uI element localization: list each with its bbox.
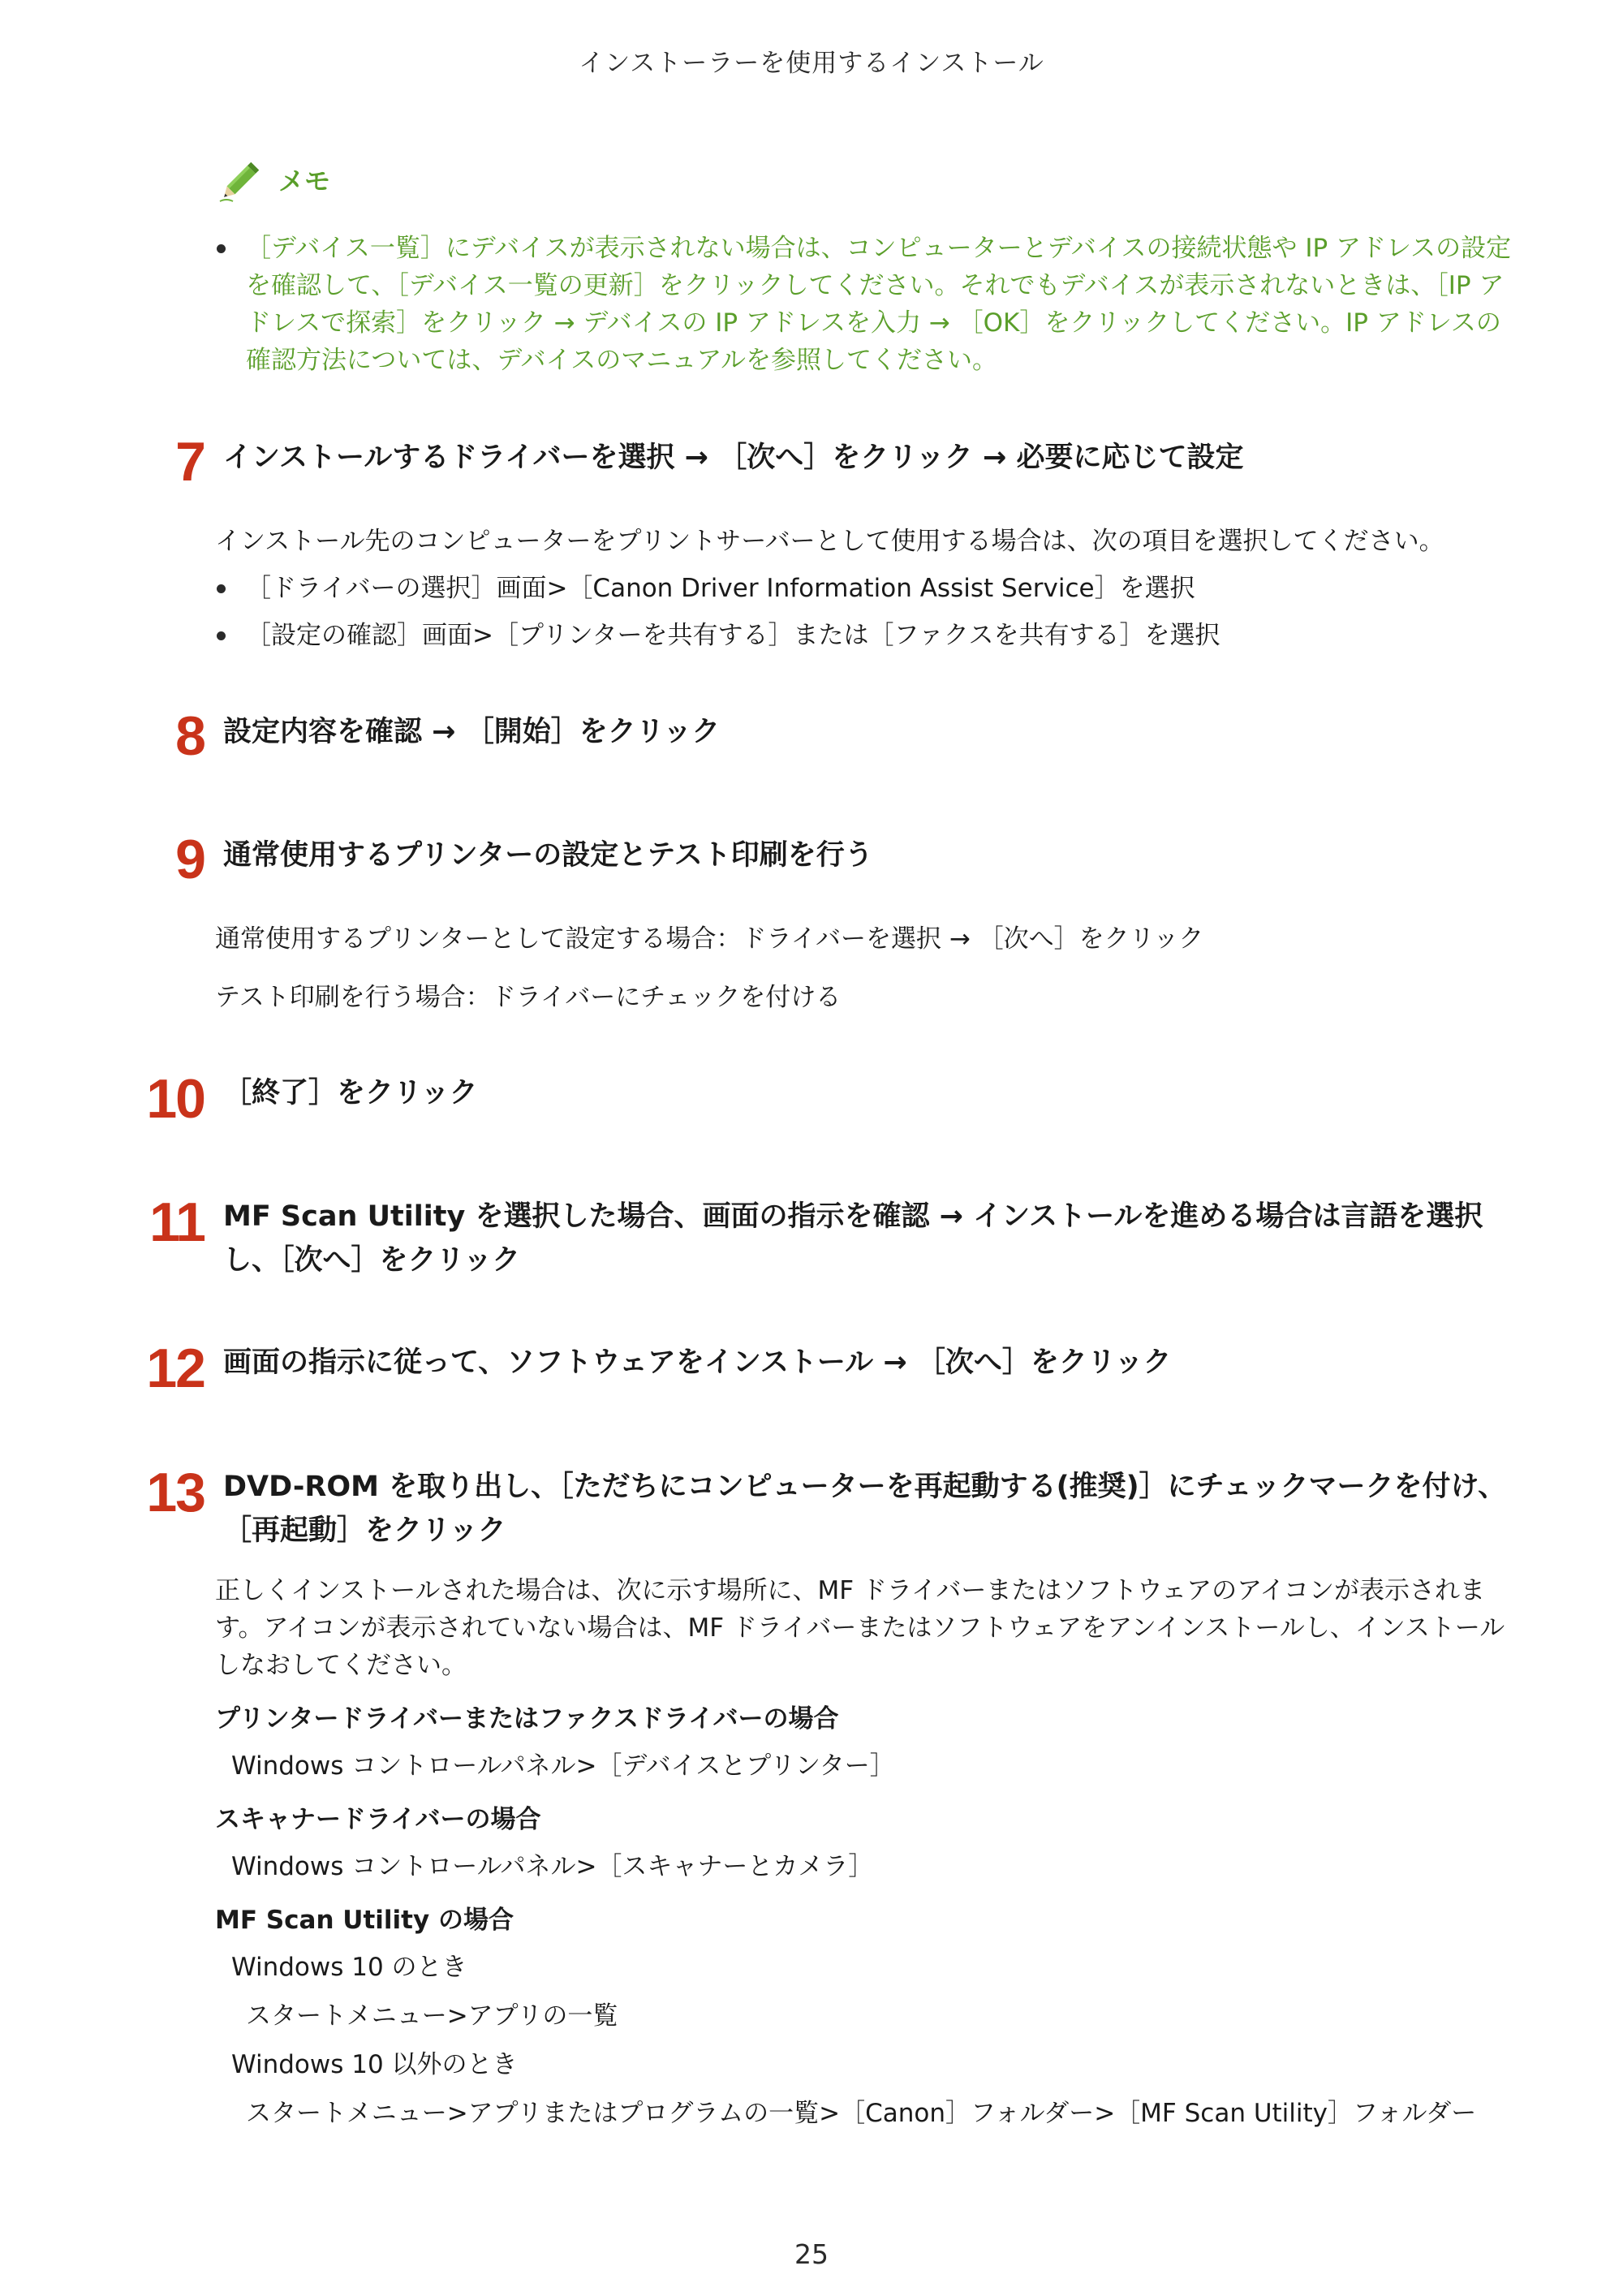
step-7-body [215, 523, 1522, 664]
step-number: 7 [175, 431, 204, 493]
printer-driver-path: Windows コントロールパネル>［デバイスとプリンター］ [231, 1751, 895, 1781]
step-number: 8 [175, 705, 204, 767]
printer-driver-heading: プリンタードライバーまたはファクスドライバーの場合 [215, 1704, 839, 1734]
page-header: インストーラーを使用するインストール [579, 49, 1044, 78]
step-number: 9 [175, 829, 204, 890]
pencil-icon [215, 153, 269, 206]
step-9-body [215, 920, 1522, 1016]
memo-item: ［デバイス一覧］にデバイスが表示されない場合は、コンピューターとデバイスの接続状態や IP アドレスの設定を確認して、［デバイス一覧の更新］をクリックしてください。それでもデバイスが表示されないときは、［IP アドレスで探索］をクリック → デバイスの IP アドレスを入力 → ［OK］をクリックしてください。IP アドレスの確認方法については、デバイスのマニュアルを参照してください。 [215, 230, 1522, 379]
other-windows-label: Windows 10 以外のとき [231, 2050, 518, 2079]
memo-title: メモ [278, 166, 331, 196]
step-title: 画面の指示に従って、ソフトウェアをインストール → ［次へ］をクリック [223, 1346, 1172, 1379]
step-title-line: ［再起動］をクリック [223, 1514, 506, 1547]
windows-10-label: Windows 10 のとき [231, 1953, 467, 1982]
step-title [223, 1465, 1526, 1553]
step-title: 設定内容を確認 → ［開始］をクリック [223, 716, 721, 748]
step-title [223, 1195, 1526, 1282]
memo-body [215, 230, 1522, 379]
scanner-driver-path: Windows コントロールパネル>［スキャナーとカメラ］ [231, 1852, 874, 1881]
step-title: ［終了］をクリック [223, 1077, 478, 1109]
step-title-line: DVD-ROM を取り出し、［ただちにコンピューターを再起動する(推奨)］にチェックマークを付け、 [223, 1471, 1507, 1503]
step-number: 11 [149, 1191, 204, 1253]
windows-10-path: スタートメニュー>アプリの一覧 [246, 2001, 618, 2031]
step-number: 10 [146, 1068, 204, 1130]
step-paragraph: 正しくインストールされた場合は、次に示す場所に、MF ドライバーまたはソフトウェアのアイコンが表示されます。アイコンが表示されていない場合は、MF ドライバーまたはソフトウェアをアンインストールし、インストールしなおしてください。 [215, 1576, 1505, 1680]
page-number: 25 [794, 2238, 829, 2270]
other-windows-path: スタートメニュー>アプリまたはプログラムの一覧>［Canon］フォルダー>［MF Scan Utility］フォルダー [246, 2099, 1477, 2128]
step-line: テスト印刷を行う場合：ドライバーにチェックを付ける [215, 983, 842, 1012]
list-item: ［ドライバーの選択］画面>［Canon Driver Information Assist Service］を選択 [215, 570, 1522, 607]
step-title-line: MF Scan Utility を選択した場合、画面の指示を確認 → インストールを進める場合は言語を選択 [223, 1200, 1483, 1233]
memo-header [215, 151, 330, 208]
step-number: 12 [146, 1338, 204, 1399]
step-title: 通常使用するプリンターの設定とテスト印刷を行う [223, 839, 873, 872]
step-number: 13 [146, 1462, 204, 1523]
scanner-driver-heading: スキャナードライバーの場合 [215, 1805, 541, 1834]
step-line: 通常使用するプリンターとして設定する場合：ドライバーを選択 → ［次へ］をクリック [215, 924, 1204, 954]
step-title: インストールするドライバーを選択 → ［次へ］をクリック → 必要に応じて設定 [223, 442, 1244, 474]
step-title-line: し、［次へ］をクリック [223, 1244, 521, 1277]
step-intro: インストール先のコンピューターをプリントサーバーとして使用する場合は、次の項目を選択してください。 [215, 527, 1444, 556]
list-item: ［設定の確認］画面>［プリンターを共有する］または［ファクスを共有する］を選択 [215, 617, 1522, 654]
mf-scan-utility-heading: MF Scan Utility の場合 [215, 1906, 514, 1935]
step-13-body [215, 1572, 1522, 2132]
